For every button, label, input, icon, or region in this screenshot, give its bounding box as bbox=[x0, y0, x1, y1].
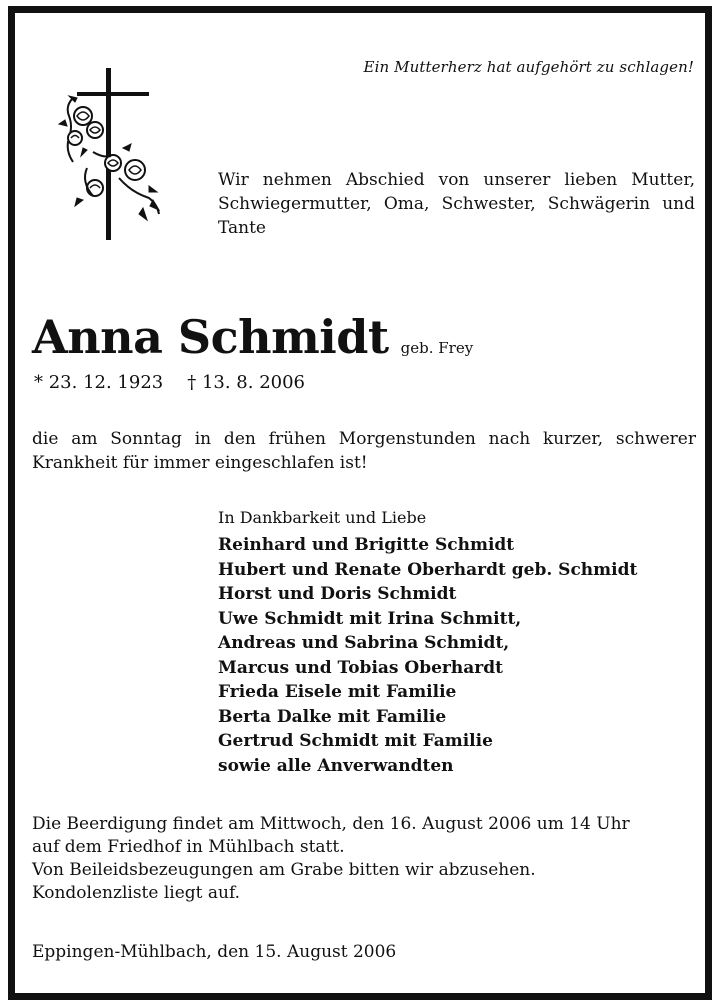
mourner-entry: Berta Dalke mit Familie bbox=[218, 706, 447, 727]
thanks-line: In Dankbarkeit und Liebe bbox=[218, 508, 427, 527]
funeral-info bbox=[32, 813, 702, 905]
motto-line: Ein Mutterherz hat aufgehört zu schlagen! bbox=[363, 58, 694, 76]
birth-name: geb. Frey bbox=[400, 339, 474, 357]
funeral-line: Die Beerdigung findet am Mittwoch, den 16. August 2006 um 14 Uhr bbox=[32, 814, 630, 834]
funeral-line: Kondolenzliste liegt auf. bbox=[32, 883, 241, 903]
mourner-entry: Hubert und Renate Oberhardt geb. Schmidt bbox=[218, 559, 638, 580]
mourner-entry: Reinhard und Brigitte Schmidt bbox=[218, 535, 515, 555]
passing-text: die am Sonntag in den frühen Morgenstunden nach kurzer, schwerer Krankheit für immer eingeschlafen ist! bbox=[32, 429, 696, 473]
funeral-line: Von Beileidsbezeugungen am Grabe bitten wir abzusehen. bbox=[32, 860, 536, 880]
death-date: † 13. 8. 2006 bbox=[187, 372, 306, 393]
cross-with-roses-icon bbox=[53, 68, 173, 243]
obituary-notice bbox=[8, 6, 712, 1000]
mourner-entry: Gertrud Schmidt mit Familie bbox=[218, 731, 493, 751]
birth-date: * 23. 12. 1923 bbox=[34, 372, 164, 393]
deceased-name-row bbox=[32, 310, 473, 364]
mourner-entry: Frieda Eisele mit Familie bbox=[218, 682, 457, 702]
mourners-list bbox=[218, 533, 637, 778]
intro-text: Wir nehmen Abschied von unserer lieben Mutter, Schwiegermutter, Oma, Schwester, Schwägerin und Tante bbox=[218, 170, 695, 238]
mourner-entry: Horst und Doris Schmidt bbox=[218, 584, 457, 604]
deceased-name: Anna Schmidt bbox=[32, 310, 389, 364]
funeral-line: auf dem Friedhof in Mühlbach statt. bbox=[32, 837, 345, 857]
mourner-entry: sowie alle Anverwandten bbox=[218, 755, 454, 776]
mourner-entry: Andreas und Sabrina Schmidt, bbox=[218, 633, 510, 653]
mourner-entry: Marcus und Tobias Oberhardt bbox=[218, 657, 503, 678]
mourner-entry: Uwe Schmidt mit Irina Schmitt, bbox=[218, 608, 522, 629]
place-and-date: Eppingen-Mühlbach, den 15. August 2006 bbox=[32, 942, 397, 962]
life-dates bbox=[34, 372, 305, 393]
